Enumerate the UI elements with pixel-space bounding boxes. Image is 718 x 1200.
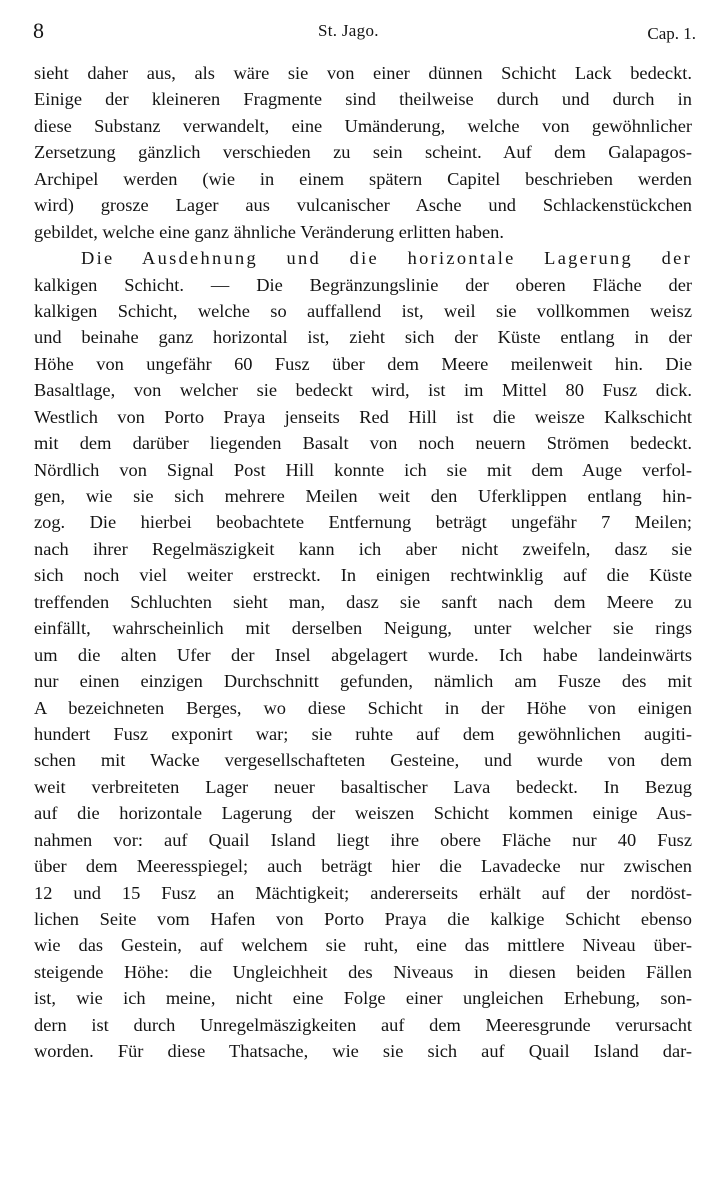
text-line: Nördlich von Signal Post Hill konnte ich sie mit dem Auge verfol- bbox=[34, 459, 692, 480]
text-line: wie das Gestein, auf welchem sie ruht, eine das mittlere Niveau über- bbox=[34, 935, 692, 956]
text-line: nur einen einzigen Durchschnitt gefunden, nämlich am Fusze des mit bbox=[34, 671, 692, 692]
text-line: gebildet, welche eine ganz ähnliche Veränderung erlitten haben. bbox=[34, 221, 504, 242]
text-line: kalkigen Schicht. — Die Begränzungslinie der oberen Fläche der bbox=[34, 274, 692, 295]
text-line: sieht daher aus, als wäre sie von einer dünnen Schicht Lack bedeckt. bbox=[34, 63, 692, 83]
text-line: und beinahe ganz horizontal ist, zieht sich der Küste entlang in der bbox=[34, 327, 692, 348]
page-number: 8 bbox=[33, 18, 44, 43]
text-line: Westlich von Porto Praya jenseits Red Hill ist die weisze Kalkschicht bbox=[34, 406, 692, 427]
text-line: 12 und 15 Fusz an Mächtigkeit; andererseits erhält auf der nordöst- bbox=[34, 882, 692, 903]
text-line: dern ist durch Unregelmäszigkeiten auf dem Meeresgrunde verursacht bbox=[34, 1014, 692, 1035]
text-line: lichen Seite vom Hafen von Porto Praya die kalkige Schicht ebenso bbox=[34, 909, 692, 929]
text-line: über dem Meeresspiegel; auch beträgt hier die Lavadecke nur zwischen bbox=[34, 856, 692, 877]
text-line: hundert Fusz exponirt war; sie ruhte auf dem gewöhnlichen augiti- bbox=[34, 723, 692, 744]
text-line: einfällt, wahrscheinlich mit derselben Neigung, unter welcher sie rings bbox=[34, 618, 692, 639]
text-line: treffenden Schluchten sieht man, dasz sie sanft nach dem Meere zu bbox=[34, 591, 692, 612]
text-line: nahmen vor: auf Quail Island liegt ihre obere Fläche nur 40 Fusz bbox=[34, 829, 692, 850]
text-line: gen, wie sie sich mehrere Meilen weit den Uferklippen entlang hin- bbox=[34, 486, 692, 506]
text-line: um die alten Ufer der Insel abgelagert wurde. Ich habe landeinwärts bbox=[34, 644, 692, 665]
chapter-label: Cap. 1. bbox=[647, 24, 696, 43]
text-line: auf die horizontale Lagerung der weiszen Schicht kommen einige Aus- bbox=[34, 803, 692, 824]
text-line: Archipel werden (wie in einem spätern Capitel beschrieben werden bbox=[34, 168, 692, 189]
text-line: Einige der kleineren Fragmente sind theilweise durch und durch in bbox=[34, 89, 692, 110]
text-line: steigende Höhe: die Ungleichheit des Niveaus in diesen beiden Fällen bbox=[34, 961, 692, 982]
text-line: weit verbreiteten Lager neuer basaltischer Lava bedeckt. In Bezug bbox=[34, 776, 692, 797]
text-line: A bezeichneten Berges, wo diese Schicht in der Höhe von einigen bbox=[34, 697, 692, 718]
text-line: worden. Für diese Thatsache, wie sie sich auf Quail Island dar- bbox=[34, 1041, 692, 1062]
text-line: Basaltlage, von welcher sie bedeckt wird, ist im Mittel 80 Fusz dick. bbox=[34, 380, 692, 401]
text-line: wird) grosze Lager aus vulcanischer Asche und Schlackenstückchen bbox=[34, 195, 692, 216]
text-line: ist, wie ich meine, nicht eine Folge einer ungleichen Erhebung, son- bbox=[34, 988, 692, 1009]
body-text bbox=[34, 60, 692, 1065]
page-header bbox=[0, 18, 718, 48]
running-title: St. Jago. bbox=[318, 21, 379, 40]
text-line: zog. Die hierbei beobachtete Entfernung beträgt ungefähr 7 Meilen; bbox=[34, 512, 692, 533]
text-line: nach ihrer Regelmäszigkeit kann ich aber nicht zweifeln, dasz sie bbox=[34, 538, 692, 559]
text-line: Zersetzung gänzlich verschieden zu sein scheint. Auf dem Galapagos- bbox=[34, 142, 692, 163]
text-line: mit dem darüber liegenden Basalt von noch neuern Strömen bedeckt. bbox=[34, 433, 692, 454]
section-heading-line: Die Ausdehnung und die horizontale Lagerung der bbox=[81, 248, 692, 269]
text-line: schen mit Wacke vergesellschafteten Gesteine, und wurde von dem bbox=[34, 750, 692, 771]
text-line: kalkigen Schicht, welche so auffallend ist, weil sie vollkommen weisz bbox=[34, 300, 692, 321]
text-line: diese Substanz verwandelt, eine Umänderung, welche von gewöhnlicher bbox=[34, 115, 692, 136]
text-line: sich noch viel weiter erstreckt. In einigen rechtwinklig auf die Küste bbox=[34, 565, 692, 586]
text-line: Höhe von ungefähr 60 Fusz über dem Meere meilenweit hin. Die bbox=[34, 353, 692, 374]
